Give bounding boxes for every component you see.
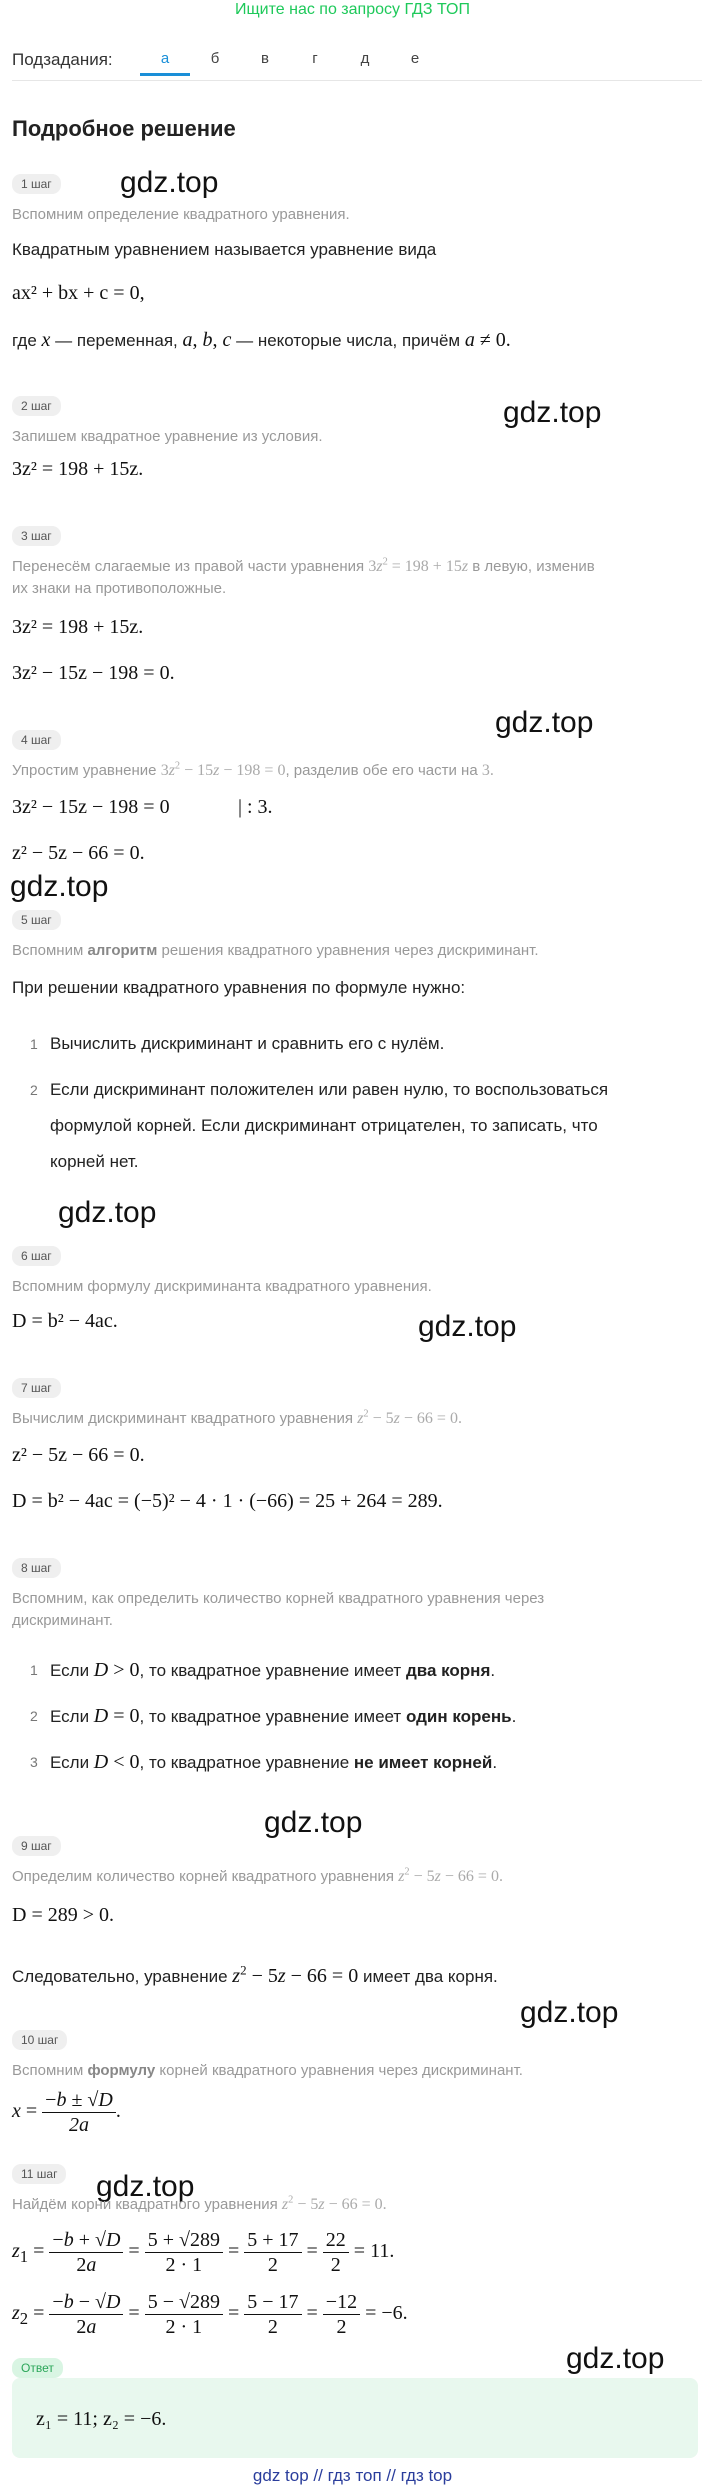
- watermark: gdz.top: [418, 1310, 517, 1343]
- tab-v[interactable]: в: [261, 50, 269, 67]
- equation: ax² + bx + c = 0,: [12, 282, 145, 304]
- watermark: gdz.top: [96, 2170, 195, 2203]
- list-item: Если дискриминант положителен или равен нулю, то воспользоваться: [50, 1080, 609, 1099]
- list-item: Если D > 0, то квадратное уравнение имеет два корня.: [50, 1659, 496, 1681]
- search-hint-link[interactable]: Ищите нас по запросу ГДЗ ТОП: [235, 1, 470, 18]
- tab-d[interactable]: д: [360, 50, 370, 67]
- subtasks-label: Подзадания:: [12, 50, 113, 69]
- equation: | : 3.: [238, 796, 273, 818]
- equation: x = $\frac{-b \pm √D}{2a}$ .: [12, 2089, 121, 2136]
- list-item: Вычислить дискриминант и сравнить его с нулём.: [50, 1034, 445, 1053]
- step-badge: 2 шаг: [12, 396, 61, 416]
- page-title: Подробное решение: [12, 116, 236, 141]
- step-text: Квадратным уравнением называется уравнение вида: [12, 240, 437, 259]
- list-number: 2: [30, 1082, 38, 1098]
- footer-links[interactable]: gdz top // гдз топ // гдз top: [252, 2466, 453, 2485]
- step-note: Запишем квадратное уравнение из условия.: [12, 428, 323, 445]
- answer-equation: z₁ = 11; z₂ = −6.: [36, 2408, 167, 2430]
- equation: 3z² − 15z − 198 = 0: [12, 796, 170, 818]
- step-note: Вспомним, как определить количество корней квадратного уравнения через: [12, 1590, 545, 1607]
- step-note: Вспомним определение квадратного уравнения.: [12, 206, 350, 223]
- watermark: gdz.top: [58, 1196, 157, 1229]
- watermark: gdz.top: [10, 870, 109, 903]
- step-badge: 6 шаг: [12, 1246, 61, 1266]
- step-badge: 7 шаг: [12, 1378, 61, 1398]
- step-badge: 4 шаг: [12, 730, 61, 750]
- tab-a[interactable]: а: [140, 44, 190, 76]
- equation: D = b² − 4ac.: [12, 1310, 118, 1332]
- step-badge: 5 шаг: [12, 910, 61, 930]
- list-number: 1: [30, 1662, 38, 1678]
- step-note: их знаки на противоположные.: [12, 580, 227, 597]
- list-item: корней нет.: [50, 1152, 139, 1171]
- subtask-tabs: [140, 44, 440, 76]
- divider: [12, 80, 702, 81]
- step-note: Найдём корни квадратного уравнения $z^2 - 5z - 66 = 0$.: [12, 2194, 387, 2213]
- equation: z² − 5z − 66 = 0.: [12, 1444, 145, 1466]
- step-text: При решении квадратного уравнения по формуле нужно:: [12, 978, 466, 997]
- watermark: gdz.top: [520, 1996, 619, 2029]
- step-badge: 3 шаг: [12, 526, 61, 546]
- step-note: Вспомним алгоритм решения квадратного уравнения через дискриминант.: [12, 942, 539, 959]
- step-badge: 10 шаг: [12, 2030, 67, 2050]
- equation: 3z² = 198 + 15z.: [12, 616, 144, 638]
- watermark: gdz.top: [120, 166, 219, 199]
- equation: D = 289 > 0.: [12, 1904, 115, 1926]
- watermark: gdz.top: [566, 2342, 665, 2375]
- equation: 3z² − 15z − 198 = 0.: [12, 662, 175, 684]
- step-note: Упростим уравнение $3z^2 - 15z - 198 = 0$, разделив обе его части на 3.: [12, 760, 494, 779]
- step-note: Вычислим дискриминант квадратного уравнения $z^2 - 5z - 66 = 0$.: [12, 1408, 462, 1427]
- tab-g[interactable]: г: [312, 50, 318, 67]
- step-note: Вспомним формулу корней квадратного уравнения через дискриминант.: [12, 2062, 523, 2079]
- equation: z² − 5z − 66 = 0.: [12, 842, 145, 864]
- step-note: Определим количество корней квадратного уравнения $z^2 - 5z - 66 = 0$.: [12, 1866, 503, 1885]
- step-note: Перенесём слагаемые из правой части уравнения $3z^2 = 198 + 15z$ в левую, изменив: [12, 556, 595, 575]
- step-badge: 8 шаг: [12, 1558, 61, 1578]
- tab-b[interactable]: б: [210, 50, 220, 67]
- step-note: дискриминант.: [12, 1612, 113, 1629]
- list-number: 2: [30, 1708, 38, 1724]
- step-badge: 11 шаг: [12, 2164, 66, 2184]
- list-item: формулой корней. Если дискриминант отрицателен, то записать, что: [50, 1116, 598, 1135]
- equation: $z_2$ = $\frac{-b - √D}{2a}$ = $\frac{5 - √289}{2 \cdot 1}$ = $\frac{5 - 17}{2}$ = $\frac{-12}{2}$ = −6.: [12, 2291, 408, 2338]
- watermark: gdz.top: [495, 706, 594, 739]
- step-note: Вспомним формулу дискриминанта квадратного уравнения.: [12, 1278, 432, 1295]
- watermark: gdz.top: [264, 1806, 363, 1839]
- tab-e[interactable]: е: [410, 50, 420, 67]
- list-item: Если D = 0, то квадратное уравнение имеет один корень.: [50, 1705, 517, 1727]
- step-text: где x — переменная, a, b, c — некоторые числа, причём a ≠ 0.: [12, 329, 511, 351]
- step-badge: 9 шаг: [12, 1836, 61, 1856]
- list-number: 3: [30, 1754, 38, 1770]
- step-badge: 1 шаг: [12, 174, 61, 194]
- watermark: gdz.top: [503, 396, 602, 429]
- equation: D = b² − 4ac = (−5)² − 4 · 1 · (−66) = 25 + 264 = 289.: [12, 1490, 443, 1512]
- answer-badge: Ответ: [12, 2358, 63, 2378]
- equation: 3z² = 198 + 15z.: [12, 458, 144, 480]
- step-text: Следовательно, уравнение $z^2 - 5z - 66 = 0$ имеет два корня.: [12, 1962, 498, 1987]
- list-number: 1: [30, 1036, 38, 1052]
- list-item: Если D < 0, то квадратное уравнение не имеет корней.: [50, 1751, 498, 1773]
- equation: $z_1$ = $\frac{-b + √D}{2a}$ = $\frac{5 + √289}{2 \cdot 1}$ = $\frac{5 + 17}{2}$ = $\frac{22}{2}$ = 11.: [12, 2229, 395, 2276]
